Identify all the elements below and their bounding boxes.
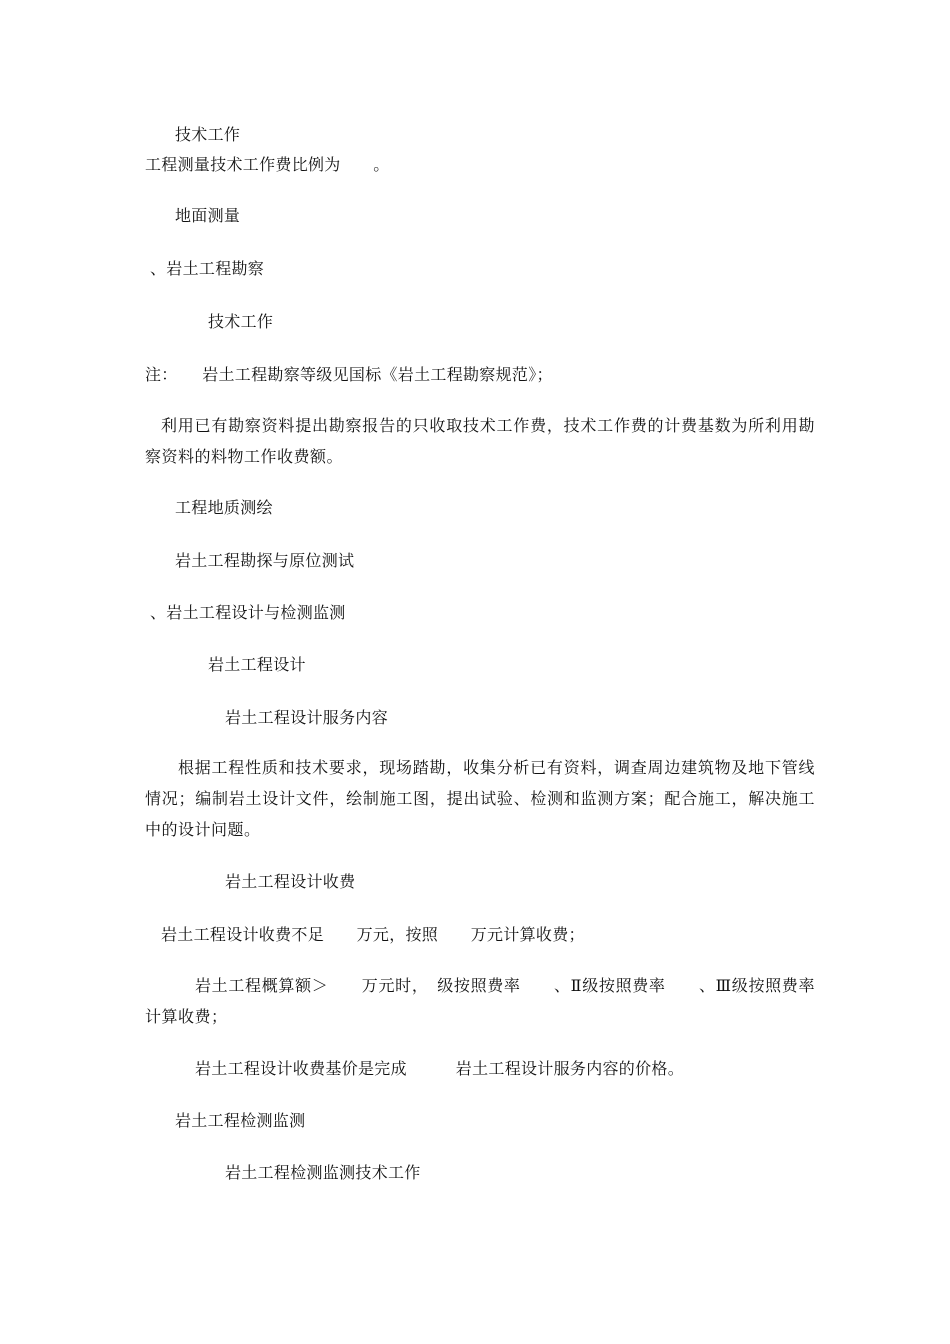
- heading-geotech-investigation: 、岩土工程勘察: [150, 259, 265, 278]
- existing-data-paragraph: 利用已有勘察资料提出勘察报告的只收取技术工作费，技术工作费的计费基数为所利用勘察资料的料物工作收费额。: [145, 416, 815, 466]
- heading-exploration-testing: 岩土工程勘探与原位测试: [175, 551, 355, 570]
- note-text: 注： 岩土工程勘察等级见国标《岩土工程勘察规范》；: [145, 365, 553, 384]
- design-fee-minimum-text: 岩土工程设计收费不足 万元，按照 万元计算收费；: [161, 925, 585, 944]
- budget-rate-paragraph: 岩土工程概算额＞ 万元时， 级按照费率 、Ⅱ级按照费率 、Ⅲ级按照费率 计算收费；: [145, 976, 849, 1026]
- heading-geotech-design: 岩土工程设计: [208, 655, 306, 674]
- heading-design-service-content: 岩土工程设计服务内容: [225, 708, 389, 727]
- heading-ground-survey: 地面测量: [175, 206, 241, 225]
- heading-monitoring-technical-work: 岩土工程检测监测技术工作: [225, 1163, 421, 1182]
- design-service-paragraph: 根据工程性质和技术要求，现场踏勘，收集分析已有资料，调查周边建筑物及地下管线情况；编制岩土设计文件，绘制施工图，提出试验、检测和监测方案；配合施工，解决施工中的设计问题。: [145, 758, 815, 839]
- heading-technical-work-2: 技术工作: [208, 312, 274, 331]
- heading-geological-mapping: 工程地质测绘: [175, 498, 273, 517]
- heading-design-fee: 岩土工程设计收费: [225, 872, 356, 891]
- heading-inspection-monitoring: 岩土工程检测监测: [175, 1111, 306, 1130]
- design-fee-base-price-text: 岩土工程设计收费基价是完成 岩土工程设计服务内容的价格。: [195, 1059, 685, 1078]
- heading-design-monitoring: 、岩土工程设计与检测监测: [150, 603, 346, 622]
- heading-technical-work: 技术工作: [175, 125, 241, 144]
- survey-ratio-text: 工程测量技术工作费比例为 。: [145, 155, 390, 174]
